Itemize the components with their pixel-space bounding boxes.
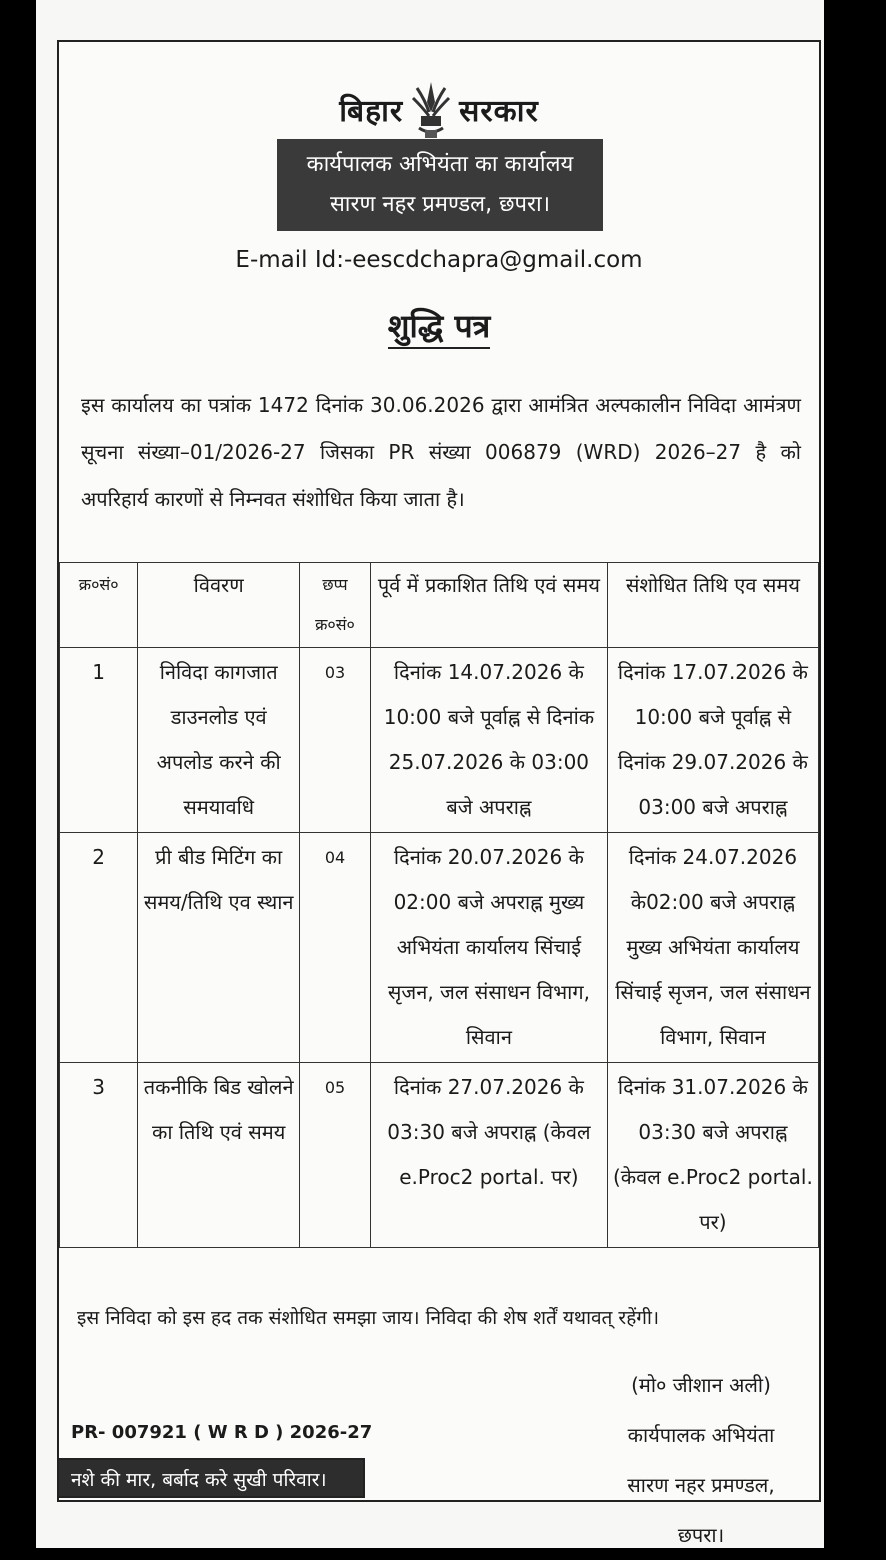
cell-old: दिनांक 14.07.2026 के 10:00 बजे पूर्वाह्न से दिनांक 25.07.2026 के 03:00 बजे अपराह्न	[371, 648, 608, 833]
cell-old: दिनांक 20.07.2026 के 02:00 बजे अपराह्न मुख्य अभियंता कार्यालय सिंचाई सृजन, जल संसाधन विभाग, सिवान	[371, 833, 608, 1063]
notice-title: शुद्धि पत्र	[59, 304, 819, 347]
cell-desc: तकनीकि बिड खोलने का तिथि एवं समय	[138, 1063, 300, 1248]
corrigendum-table	[59, 562, 819, 1248]
col-header-new: संशोधित तिथि एव समय	[607, 563, 818, 648]
signatory-title: कार्यपालक अभियंता	[627, 1423, 775, 1447]
cell-code: 04	[300, 833, 371, 1063]
office-banner	[277, 139, 603, 231]
col-header-sn: क्र०सं०	[60, 563, 138, 648]
cell-code: 05	[300, 1063, 371, 1248]
cell-new: दिनांक 31.07.2026 के 03:30 बजे अपराह्न (केवल e.Proc2 portal. पर)	[607, 1063, 818, 1248]
closing-note: इस निविदा को इस हद तक संशोधित समझा जाय। निविदा की शेष शर्तें यथावत् रहेंगी।	[77, 1307, 660, 1329]
cell-old: दिनांक 27.07.2026 के 03:30 बजे अपराह्न (केवल e.Proc2 portal. पर)	[371, 1063, 608, 1248]
cell-sn: 2	[60, 833, 138, 1063]
cell-new: दिनांक 17.07.2026 के 10:00 बजे पूर्वाह्न से दिनांक 29.07.2026 के 03:00 बजे अपराह्न	[607, 648, 818, 833]
cell-sn: 1	[60, 648, 138, 833]
cell-sn: 3	[60, 1063, 138, 1248]
government-header	[59, 78, 819, 140]
office-division: सारण नहर प्रमण्डल, छपरा।	[329, 192, 551, 217]
cell-code: 03	[300, 648, 371, 833]
table-row	[60, 833, 819, 1063]
col-header-old: पूर्व में प्रकाशित तिथि एवं समय	[371, 563, 608, 648]
signatory-office: सारण नहर प्रमण्डल, छपरा।	[627, 1473, 775, 1547]
table-row	[60, 648, 819, 833]
cell-desc: निविदा कागजात डाउनलोड एवं अपलोड करने की समयावधि	[138, 648, 300, 833]
office-name: कार्यपालक अभियंता का कार्यालय	[306, 152, 574, 177]
cell-desc: प्री बीड मिटिंग का समय/तिथि एव स्थान	[138, 833, 300, 1063]
bihar-emblem-icon	[409, 78, 453, 140]
col-header-code: छप्प क्र०सं०	[300, 563, 371, 648]
notice-box	[57, 40, 821, 1547]
email-line: E-mail Id:-eescdchapra@gmail.com	[235, 247, 643, 273]
table-header-row	[60, 563, 819, 648]
gov-left-text: बिहार	[339, 93, 404, 129]
pr-number: PR- 007921 ( W R D ) 2026-27	[71, 1422, 373, 1443]
gov-right-text: सरकार	[459, 93, 539, 129]
intro-paragraph: इस कार्यालय का पत्रांक 1472 दिनांक 30.06.2026 द्वारा आमंत्रित अल्पकालीन निविदा आमंत्रण सूचना संख्या–01/2026-27 जिसका PR संख्या 006879 (WRD) 2026–27 है को अपरिहार्य कारणों से निम्नवत संशोधित किया जाता है।	[81, 393, 801, 511]
signature-block	[601, 1360, 801, 1560]
cell-new: दिनांक 24.07.2026 के02:00 बजे अपराह्न मुख्य अभियंता कार्यालय सिंचाई सृजन, जल संसाधन विभाग, सिवान	[607, 833, 818, 1063]
signatory-name: (मो० जीशान अली)	[631, 1373, 771, 1397]
slogan-banner: नशे की मार, बर्बाद करे सुखी परिवार।	[59, 1458, 365, 1498]
table-row	[60, 1063, 819, 1248]
newspaper-clipping	[36, 0, 824, 1548]
col-header-desc: विवरण	[138, 563, 300, 648]
